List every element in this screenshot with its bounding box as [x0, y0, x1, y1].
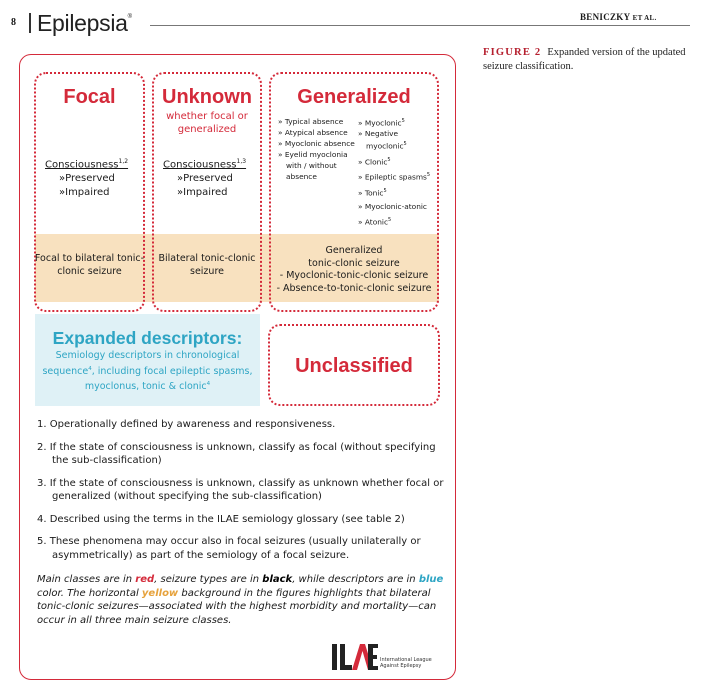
authors-name: BENICZKY: [580, 12, 631, 22]
unknown-consciousness-label: [163, 155, 246, 172]
seizure-type-item: [358, 201, 438, 212]
item-sup: 5: [426, 172, 431, 179]
item-text: myoclonic: [366, 141, 404, 151]
footnote: 2. If the state of consciousness is unknown, classify as focal (without specifying the sub-classification): [37, 441, 436, 466]
band-line: - Absence-to-tonic-clonic seizure: [276, 282, 432, 294]
figure-caption: [483, 46, 693, 74]
generalized-title: Generalized: [297, 86, 411, 108]
legend-text: , seizure types are in: [154, 574, 263, 585]
seizure-type-item: [358, 139, 438, 151]
focal-consciousness-word: Consciousness: [45, 159, 119, 171]
logo-line: Against Epilepsy: [380, 663, 422, 669]
legend-text: , while descriptors are in: [292, 574, 419, 585]
unknown-consciousness: [163, 155, 246, 200]
page-number: 8: [11, 17, 16, 28]
journal-bar: [29, 13, 31, 33]
logo-line: International League: [380, 657, 432, 663]
expanded-text: sequence: [42, 365, 89, 377]
item-sup: 5: [387, 156, 391, 163]
legend-red: red: [135, 574, 155, 585]
seizure-type-item: [358, 170, 438, 182]
expanded-text: , including focal epileptic spasms,: [91, 365, 253, 377]
expanded-line: [40, 378, 255, 394]
seizure-type-item: [358, 128, 438, 139]
legend-blue: blue: [418, 574, 444, 585]
generalized-left-list: [278, 116, 362, 182]
focal-option: »Preserved: [59, 173, 115, 185]
authors-suffix: ET AL.: [632, 14, 657, 22]
footnote: 5. These phenomena may occur also in focal seizures (usually unilaterally or asymmetrically) as part of the semiology of a focal seizure.: [37, 536, 421, 561]
legend-text: color. The horizontal: [37, 587, 142, 599]
unknown-option: »Preserved: [177, 173, 233, 185]
expanded-text: myoclonus, tonic & clonic: [84, 381, 207, 393]
seizure-type-item: absence: [286, 172, 317, 181]
item-sup: 5: [403, 141, 407, 148]
seizure-type-item: with / without: [286, 161, 337, 170]
seizure-type-item: [358, 155, 438, 167]
footnote: 3. If the state of consciousness is unknown, classify as unknown whether focal or generalized (without specifying the sub-classification): [37, 477, 444, 502]
seizure-type-item: [358, 186, 438, 198]
unknown-title: Unknown: [162, 86, 252, 108]
item-text: » Myoclonic: [358, 118, 402, 128]
unknown-band-label: Bilateral tonic-clonic seizure: [158, 253, 256, 277]
seizure-type-item: [358, 116, 438, 128]
focal-band-label: Focal to bilateral tonic-clonic seizure: [34, 253, 145, 277]
logo-bar-i: [332, 644, 337, 670]
focal-option: »Impaired: [59, 187, 110, 199]
focal-consciousness-sup: 1,2: [118, 158, 129, 165]
unknown-subtitle: whether focal or generalized: [166, 111, 248, 135]
footnotes-list: [37, 418, 445, 571]
seizure-type-item: [358, 215, 438, 227]
footnote: 1. Operationally defined by awareness and responsiveness.: [37, 419, 336, 430]
seizure-type-item: » Typical absence: [278, 117, 344, 126]
logo-e-bottom: [368, 666, 378, 670]
band-line: tonic-clonic seizure: [308, 257, 400, 269]
expanded-line: [40, 363, 255, 379]
item-text: » Myoclonic-atonic: [358, 202, 427, 212]
focal-consciousness-label: [45, 155, 128, 172]
logo-bar-l-foot: [340, 665, 352, 670]
band-line: - Myoclonic-tonic-clonic seizure: [279, 270, 429, 281]
seizure-type-item: » Eyelid myoclonia: [278, 150, 348, 159]
expanded-line: Semiology descriptors in chronological: [55, 350, 240, 361]
footnote: 4. Described using the terms in the ILAE semiology glossary (see table 2): [37, 513, 405, 525]
expanded-sup: 4: [88, 365, 92, 372]
legend-text: background in the figures highlights that bilateral tonic-clonic seizures—associated with the highest morbidity and mortality—can occur in all three main seizure classes.: [37, 587, 437, 626]
item-text: » Tonic: [358, 188, 384, 198]
legend-text: Main classes are in: [37, 574, 136, 585]
item-sup: 5: [401, 118, 405, 124]
caption-text: Expanded version of the updated seizure classification.: [483, 47, 686, 72]
item-sup: 5: [383, 187, 387, 194]
unclassified-title: Unclassified: [295, 355, 413, 377]
focal-consciousness: [45, 155, 128, 200]
unknown-consciousness-word: Consciousness: [163, 159, 237, 171]
logo-e-mid: [368, 655, 377, 659]
legend-yellow: yellow: [141, 587, 179, 599]
expanded-sup: 4: [206, 381, 211, 388]
legend-black: black: [262, 574, 293, 585]
item-text: » Clonic: [358, 157, 388, 167]
logo-text: [380, 657, 432, 669]
item-text: » Negative: [358, 129, 399, 139]
unknown-option: »Impaired: [177, 187, 228, 199]
header-rule: [150, 25, 690, 26]
journal-title: [37, 10, 132, 37]
seizure-type-item: » Myoclonic absence: [278, 139, 355, 148]
generalized-right-list: [358, 116, 438, 228]
item-text: » Epileptic spasms: [358, 172, 427, 182]
running-authors: [580, 12, 657, 22]
focal-title: Focal: [63, 86, 116, 108]
seizure-type-item: » Atypical absence: [278, 128, 348, 137]
band-line: Generalized: [325, 245, 383, 256]
expanded-descriptors-title: Expanded descriptors:: [52, 328, 243, 348]
unknown-consciousness-sup: 1,3: [236, 158, 247, 165]
logo-e-top: [368, 644, 378, 648]
item-text: » Atonic: [358, 217, 389, 227]
generalized-band-label: [269, 245, 439, 295]
caption-label: FIGURE 2: [483, 47, 542, 58]
journal-name: Epilepsia: [37, 10, 128, 36]
color-legend: [37, 573, 445, 627]
expanded-descriptors-text: [40, 350, 255, 394]
item-sup: 5: [388, 217, 392, 224]
journal-mark: ®: [127, 14, 132, 20]
